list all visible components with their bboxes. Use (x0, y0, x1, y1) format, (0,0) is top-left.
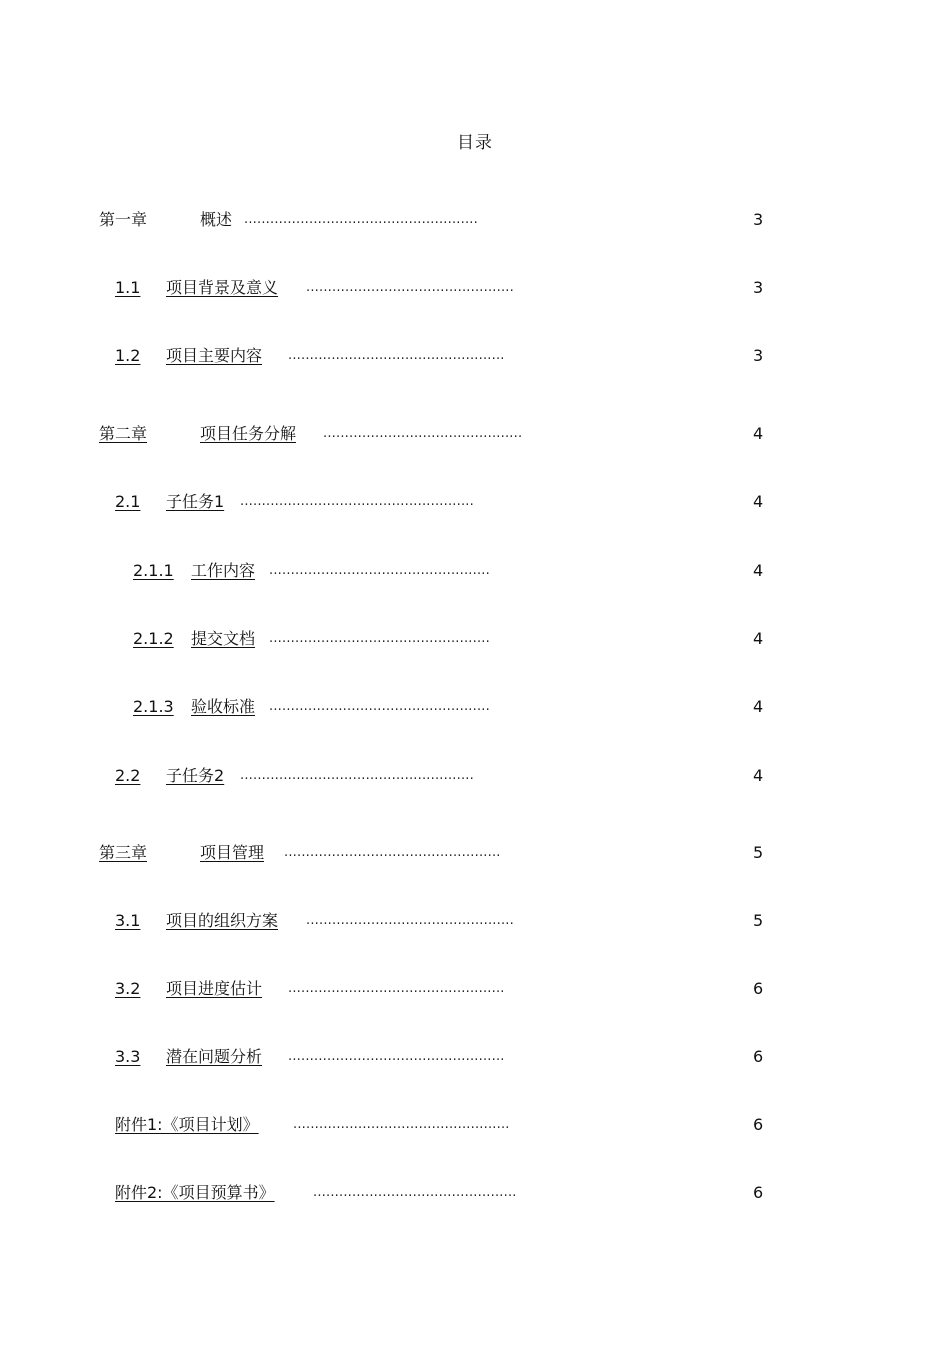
toc-entry-number: 2.1.2 (133, 629, 174, 648)
toc-leader-dots: ................................................ (306, 913, 514, 928)
toc-entry-label: 工作内容 (191, 561, 256, 580)
toc-page-number: 4 (753, 492, 764, 511)
toc-leader-dots: ................................................... (269, 699, 490, 714)
toc-entry-1-1[interactable] (0, 276, 950, 300)
toc-page-number: 3 (753, 278, 764, 297)
toc-entry-number: 第三章 (99, 843, 148, 862)
toc-page-number: 6 (753, 1047, 764, 1066)
toc-entry-2-1-2[interactable] (0, 627, 950, 651)
toc-page-number: 4 (753, 561, 764, 580)
toc-page-number: 3 (753, 346, 764, 365)
toc-leader-dots: ............................................... (313, 1185, 517, 1200)
toc-leader-dots: ................................................... (269, 631, 490, 646)
toc-page-number: 5 (753, 911, 764, 930)
toc-leader-dots: ................................................... (269, 563, 490, 578)
toc-entry-label: 项目的组织方案 (166, 911, 279, 930)
toc-entry-label: 项目主要内容 (166, 346, 263, 365)
toc-entry-number: 2.1.3 (133, 697, 174, 716)
toc-page-number: 6 (753, 979, 764, 998)
toc-leader-dots: .................................................. (288, 981, 505, 996)
toc-leader-dots: .................................................. (284, 845, 501, 860)
toc-entry-chapter-3[interactable] (0, 841, 950, 865)
toc-entry-2-2[interactable] (0, 764, 950, 788)
toc-entry-number: 2.1 (115, 492, 141, 511)
toc-leader-dots: ...................................................... (244, 212, 478, 227)
toc-entry-label: 项目进度估计 (166, 979, 263, 998)
toc-entry-label: 子任务2 (166, 766, 225, 785)
toc-entry-number: 1.1 (115, 278, 141, 297)
toc-entry-number: 3.2 (115, 979, 141, 998)
toc-leader-dots: ................................................ (306, 280, 514, 295)
toc-entry-label: 项目任务分解 (200, 424, 297, 443)
toc-entry-label: 子任务1 (166, 492, 225, 511)
toc-page-number: 4 (753, 629, 764, 648)
toc-leader-dots: .................................................. (293, 1117, 510, 1132)
toc-entry-1-2[interactable] (0, 344, 950, 368)
toc-entry-number: 第一章 (99, 210, 148, 229)
toc-page-number: 6 (753, 1115, 764, 1134)
toc-entry-2-1[interactable] (0, 490, 950, 514)
toc-entry-appendix-1[interactable] (0, 1113, 950, 1137)
toc-entry-label: 验收标准 (191, 697, 256, 716)
toc-entry-label: 项目背景及意义 (166, 278, 279, 297)
toc-entry-number: 3.3 (115, 1047, 141, 1066)
toc-entry-label: 附件1:《项目计划》 (115, 1115, 259, 1134)
toc-page-number: 6 (753, 1183, 764, 1202)
toc-entry-label: 项目管理 (200, 843, 265, 862)
toc-leader-dots: .................................................. (288, 348, 505, 363)
toc-page-number: 4 (753, 766, 764, 785)
toc-entry-label: 提交文档 (191, 629, 256, 648)
toc-entry-2-1-3[interactable] (0, 695, 950, 719)
toc-entry-number: 2.2 (115, 766, 141, 785)
toc-leader-dots: ...................................................... (240, 494, 474, 509)
toc-page-number: 4 (753, 424, 764, 443)
toc-page-number: 4 (753, 697, 764, 716)
toc-entry-chapter-1[interactable] (0, 208, 950, 232)
toc-leader-dots: .............................................. (323, 426, 523, 441)
toc-entry-number: 1.2 (115, 346, 141, 365)
toc-entry-3-1[interactable] (0, 909, 950, 933)
toc-entry-label: 潜在问题分析 (166, 1047, 263, 1066)
toc-leader-dots: .................................................. (288, 1049, 505, 1064)
toc-entry-3-2[interactable] (0, 977, 950, 1001)
toc-entry-chapter-2[interactable] (0, 422, 950, 446)
toc-entry-3-3[interactable] (0, 1045, 950, 1069)
toc-entry-label: 概述 (200, 210, 233, 229)
toc-entry-label: 附件2:《项目预算书》 (115, 1183, 275, 1202)
toc-entry-number: 2.1.1 (133, 561, 174, 580)
toc-page-number: 3 (753, 210, 764, 229)
toc-entry-number: 第二章 (99, 424, 148, 443)
toc-entry-2-1-1[interactable] (0, 559, 950, 583)
toc-leader-dots: ...................................................... (240, 768, 474, 783)
toc-entry-appendix-2[interactable] (0, 1181, 950, 1205)
toc-title: 目录 (457, 133, 493, 153)
toc-entry-number: 3.1 (115, 911, 141, 930)
toc-page-number: 5 (753, 843, 764, 862)
